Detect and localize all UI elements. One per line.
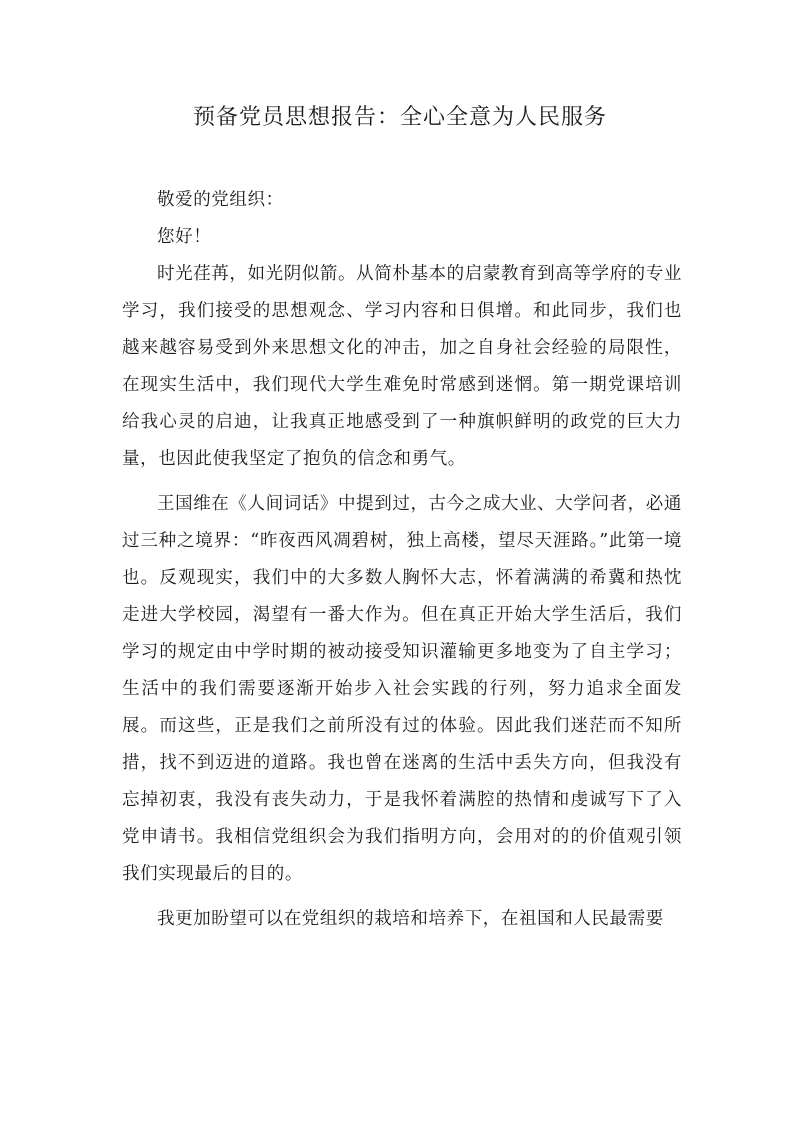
paragraph: 时光荏苒，如光阴似箭。从简朴基本的启蒙教育到高等学府的专业学习，我们接受的思想观念、学习内容和日俱增。和此同步，我们也越来越容易受到外来思想文化的冲击，加之自身社会经验的局限性，在现实生活中，我们现代大学生难免时常感到迷惘。第一期党课培训给我心灵的启迪，让我真正地感受到了一种旗帜鲜明的政党的巨大力量，也因此使我坚定了抱负的信念和勇气。 (122, 264, 682, 469)
document-title: 预备党员思想报告：全心全意为人民服务 (192, 105, 607, 130)
greeting: 您好！ (157, 227, 212, 247)
salutation: 敬爱的党组织： (157, 190, 284, 210)
paragraph: 王国维在《人间词话》中提到过，古今之成大业、大学问者，必通过三种之境界：“昨夜西风凋碧树，独上高楼，望尽天涯路。”此第一境也。反观现实，我们中的大多数人胸怀大志，怀着满满的希冀和热忱走进大学校园，渴望有一番大作为。但在真正开始大学生活后，我们学习的规定由中学时期的被动接受知识灌输更多地变为了自主学习；生活中的我们需要逐渐开始步入社会实践的行列，努力追求全面发展。而这些，正是我们之前所没有过的体验。因此我们迷茫而不知所措，找不到迈进的道路。我也曾在迷离的生活中丢失方向，但我没有忘掉初衷，我没有丧失动力，于是我怀着满腔的热情和虔诚写下了入党申请书。我相信党组织会为我们指明方向，会用对的的价值观引领我们实现最后的目的。 (122, 494, 682, 884)
paragraph: 我更加盼望可以在党组织的栽培和培养下，在祖国和人民最需要 (157, 909, 664, 929)
document-body (122, 182, 682, 938)
